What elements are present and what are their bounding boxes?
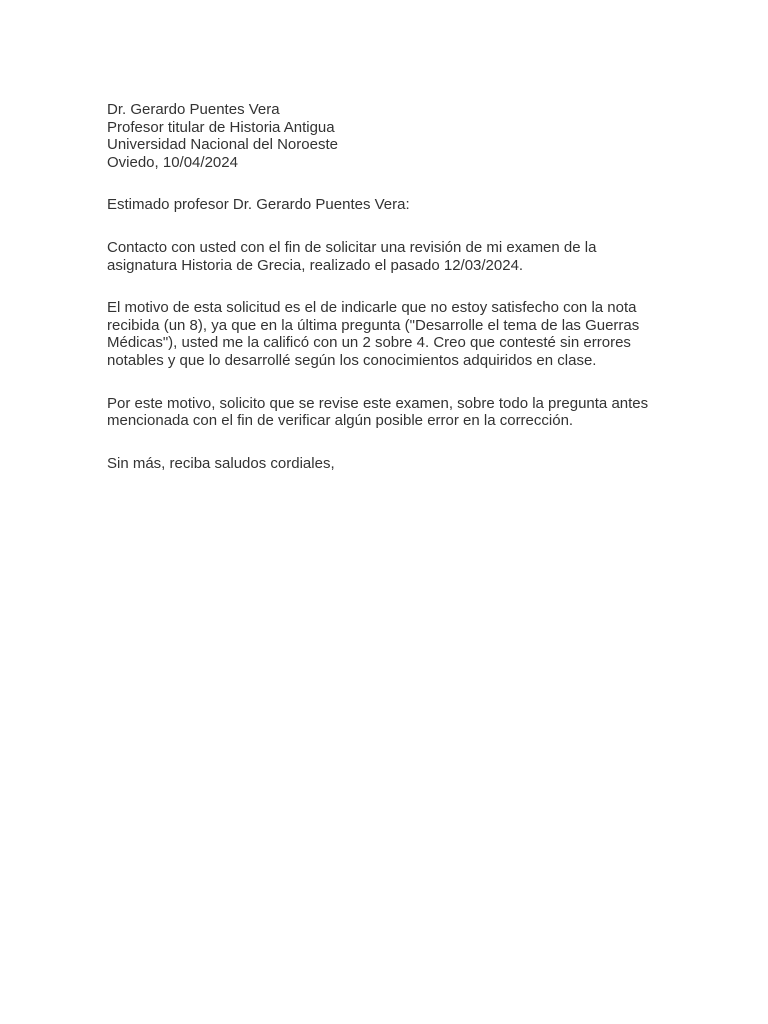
letter-paragraph-1: Contacto con usted con el fin de solicitar una revisión de mi examen de la asignatura Historia de Grecia, realizado el pasado 12/03/2024. (107, 238, 597, 274)
letter-paragraph-2: El motivo de esta solicitud es el de indicarle que no estoy satisfecho con la nota recibida (un 8), ya que en la última pregunta ("Desarrolle el tema de las Guerras Médicas"), usted me la calificó con un 2 sobre 4. Creo que contesté sin errores notables y que lo desarrollé según los conocimientos adquiridos en clase. (107, 299, 640, 369)
letter-closing: Sin más, reciba saludos cordiales, (107, 454, 335, 472)
letter-document (107, 101, 667, 472)
recipient-position: Profesor titular de Historia Antigua (107, 118, 335, 136)
recipient-name: Dr. Gerardo Puentes Vera (107, 101, 280, 118)
recipient-institution: Universidad Nacional del Noroeste (107, 136, 338, 154)
letter-greeting: Estimado profesor Dr. Gerardo Puentes Vera: (107, 196, 410, 214)
recipient-address-block (107, 101, 667, 171)
letter-paragraph-3: Por este motivo, solicito que se revise este examen, sobre todo la pregunta antes mencionada con el fin de verificar algún posible error en la corrección. (107, 394, 649, 430)
place-and-date: Oviedo, 10/04/2024 (107, 153, 238, 171)
